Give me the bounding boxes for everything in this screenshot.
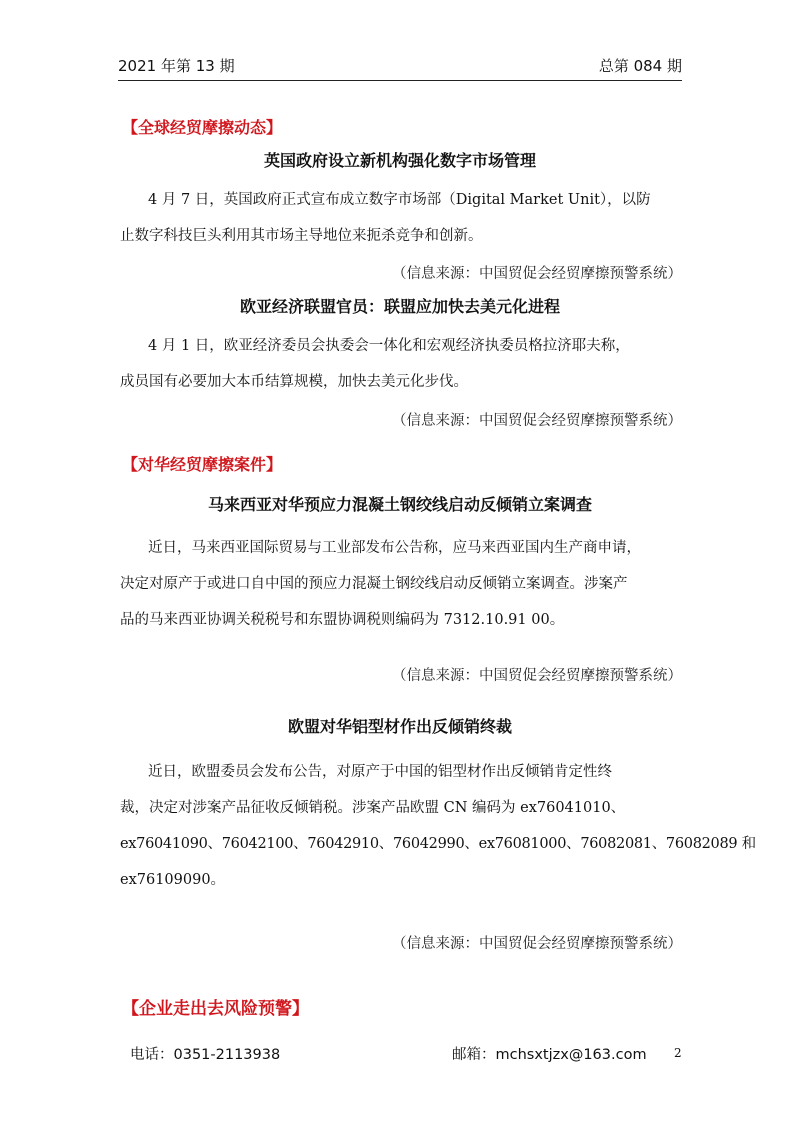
page-footer — [120, 1044, 690, 1066]
section-china-trade-cases: 【对华经贸摩擦案件】 — [122, 455, 283, 474]
article-title-eu-aluminium-profiles: 欧盟对华铝型材作出反倾销终裁 — [287, 717, 512, 736]
issue-number: 2021 年第 13 期 — [118, 57, 235, 75]
article-title-malaysia-steel-strand: 马来西亚对华预应力混凝土钢绞线启动反倾销立案调查 — [207, 495, 592, 514]
section-enterprise-risk-warning: 【企业走出去风险预警】 — [122, 999, 309, 1019]
article-source: （信息来源：中国贸促会经贸摩擦预警系统） — [392, 668, 682, 684]
article-source: （信息来源：中国贸促会经贸摩擦预警系统） — [392, 936, 682, 952]
total-issue-number: 总第 084 期 — [598, 57, 682, 75]
contact-phone: 电话：0351-2113938 — [130, 1047, 281, 1063]
article-line: 近日，欧盟委员会发布公告，对原产于中国的铝型材作出反倾销肯定性终 — [148, 764, 612, 780]
page-number: 2 — [674, 1046, 682, 1060]
article-body-malaysia-steel-strand — [120, 530, 682, 638]
section-global-trade-friction: 【全球经贸摩擦动态】 — [122, 118, 283, 137]
article-title-uk-digital-market: 英国政府设立新机构强化数字市场管理 — [263, 151, 536, 170]
article-line: ex76041090、76042100、76042910、76042990、ex76081000、76082081、76082089 和 — [120, 836, 756, 852]
article-line: 4 月 7 日，英国政府正式宣布成立数字市场部（Digital Market Unit），以防 — [148, 192, 651, 208]
article-line: 止数字科技巨头利用其市场主导地位来扼杀竞争和创新。 — [120, 228, 483, 244]
article-source: （信息来源：中国贸促会经贸摩擦预警系统） — [392, 266, 682, 282]
contact-email: 邮箱：mchsxtjzx@163.com — [452, 1047, 647, 1063]
article-line: 成员国有必要加大本币结算规模，加快去美元化步伐。 — [120, 374, 468, 390]
article-line: 4 月 1 日，欧亚经济委员会执委会一体化和宏观经济执委员格拉济耶夫称， — [148, 338, 630, 354]
article-source: （信息来源：中国贸促会经贸摩擦预警系统） — [392, 413, 682, 429]
article-line: 裁，决定对涉案产品征收反倾销税。涉案产品欧盟 CN 编码为 ex76041010、 — [120, 800, 626, 816]
article-line: 近日，马来西亚国际贸易与工业部发布公告称，应马来西亚国内生产商申请， — [148, 540, 641, 556]
article-body-eaeu-dedollarization — [120, 328, 682, 400]
article-body-uk-digital-market — [120, 182, 682, 254]
article-line: 品的马来西亚协调关税税号和东盟协调税则编码为 7312.10.91 00。 — [120, 612, 565, 628]
page-header — [118, 56, 682, 81]
article-line: 决定对原产于或进口自中国的预应力混凝土钢绞线启动反倾销立案调查。涉案产 — [120, 576, 628, 592]
article-body-eu-aluminium-profiles — [120, 754, 756, 898]
article-title-eaeu-dedollarization: 欧亚经济联盟官员：联盟应加快去美元化进程 — [239, 297, 560, 316]
article-line: ex76109090。 — [120, 872, 226, 888]
